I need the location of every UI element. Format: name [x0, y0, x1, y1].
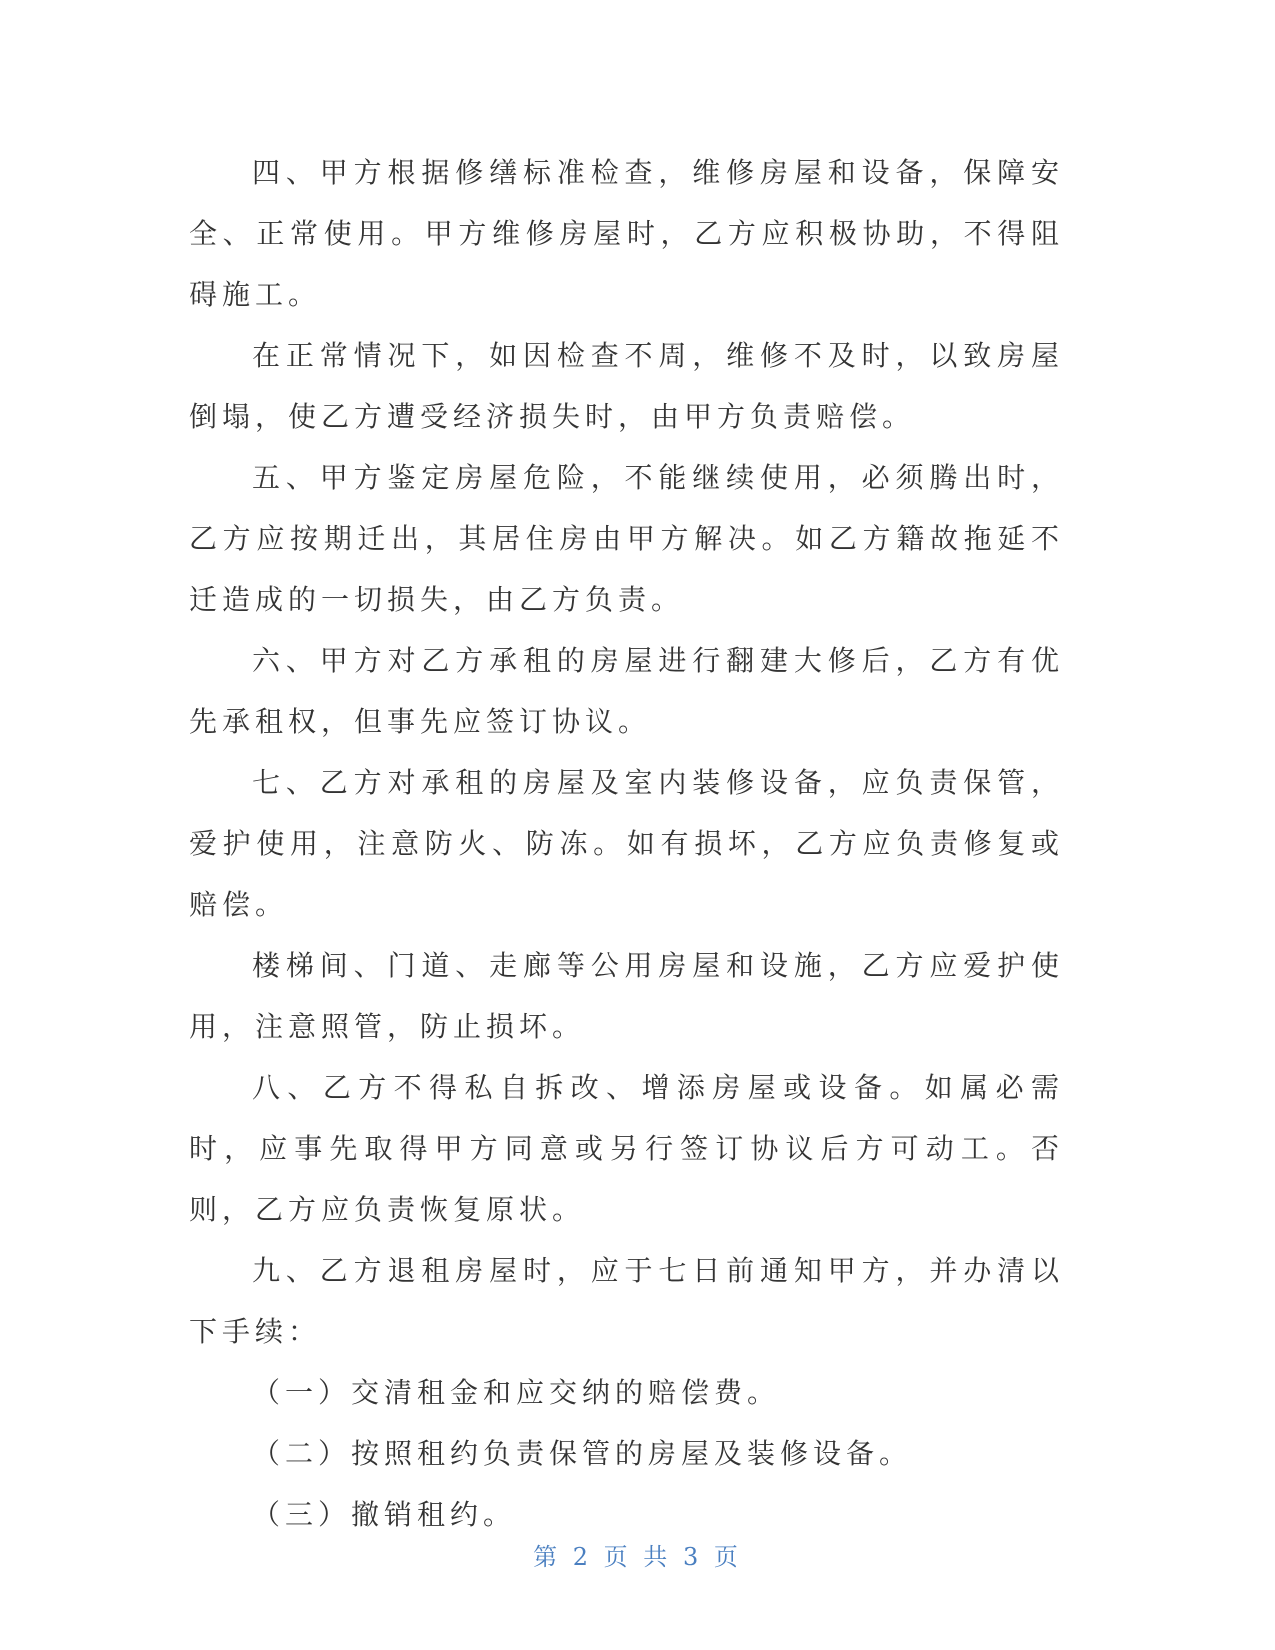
page-number-footer: 第 2 页 共 3 页: [533, 1543, 742, 1571]
clause-paragraph: 在正常情况下，如因检查不周，维修不及时，以致房屋倒塌，使乙方遭受经济损失时，由甲方负责赔偿。: [189, 339, 1064, 433]
clause-paragraph: 八、乙方不得私自拆改、增添房屋或设备。如属必需时，应事先取得甲方同意或另行签订协议后方可动工。否则，乙方应负责恢复原状。: [189, 1071, 1064, 1226]
clause-paragraph: 六、甲方对乙方承租的房屋进行翻建大修后，乙方有优先承租权，但事先应签订协议。: [189, 644, 1064, 738]
clause-paragraph: 五、甲方鉴定房屋危险，不能继续使用，必须腾出时，乙方应按期迁出，其居住房由甲方解决。如乙方籍故拖延不迁造成的一切损失，由乙方负责。: [189, 461, 1064, 616]
clause-paragraph: 七、乙方对承租的房屋及室内装修设备，应负责保管，爱护使用，注意防火、防冻。如有损坏，乙方应负责修复或赔偿。: [189, 766, 1064, 921]
sub-item-paragraph: （一）交清租金和应交纳的赔偿费。: [252, 1376, 781, 1409]
clause-paragraph: 楼梯间、门道、走廊等公用房屋和设施，乙方应爱护使用，注意照管，防止损坏。: [189, 949, 1064, 1043]
sub-item-paragraph: （三）撤销租约。: [252, 1498, 517, 1531]
sub-item-paragraph: （二）按照租约负责保管的房屋及装修设备。: [252, 1437, 913, 1470]
document-body: [189, 142, 1064, 1545]
clause-paragraph: 四、甲方根据修缮标准检查，维修房屋和设备，保障安全、正常使用。甲方维修房屋时，乙方应积极协助，不得阻碍施工。: [189, 156, 1064, 311]
clause-paragraph: 九、乙方退租房屋时，应于七日前通知甲方，并办清以下手续：: [189, 1254, 1064, 1348]
